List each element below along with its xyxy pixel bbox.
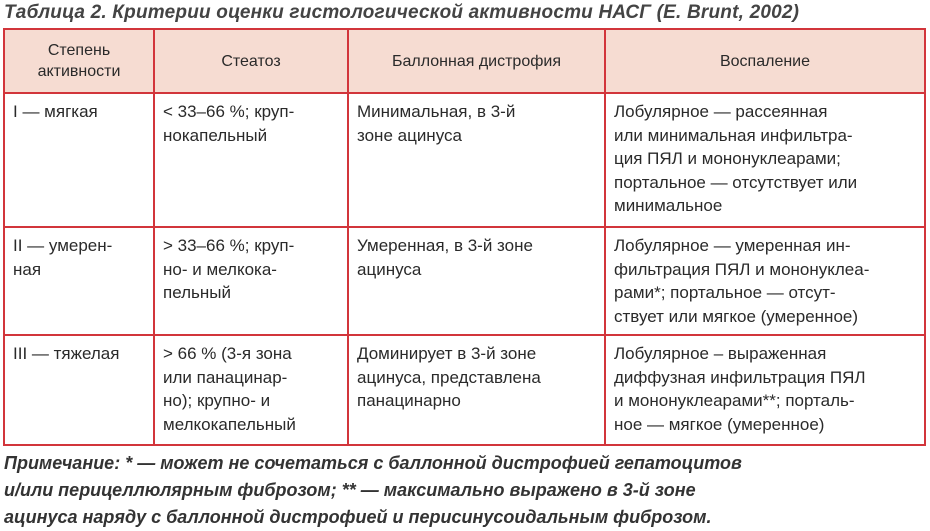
- cell-steatosis: > 66 % (3-я зона или панацинар- но); крупно- и мелкокапельный: [154, 335, 348, 445]
- cell-steatosis: > 33–66 %; круп- но- и мелкока- пельный: [154, 227, 348, 335]
- cell-steatosis: < 33–66 %; круп- нокапельный: [154, 93, 348, 227]
- cell-inflammation: Лобулярное — рассеянная или минимальная инфильтра- ция ПЯЛ и мононуклеарами; портальное — отсутствует или минимальное: [605, 93, 925, 227]
- cell-activity-degree: II — умерен- ная: [4, 227, 154, 335]
- cell-ballooning: Доминирует в 3-й зоне ацинуса, представлена панацинарно: [348, 335, 605, 445]
- header-activity-degree: Степень активности: [4, 29, 154, 93]
- header-steatosis: Стеатоз: [154, 29, 348, 93]
- table-title: Таблица 2. Критерии оценки гистологической активности НАСГ (E. Brunt, 2002): [4, 2, 800, 23]
- cell-inflammation: Лобулярное — умеренная ин- фильтрация ПЯЛ и мононуклеа- рами*; портальное — отсут- ствует или мягкое (умеренное): [605, 227, 925, 335]
- cell-ballooning: Минимальная, в 3-й зоне ацинуса: [348, 93, 605, 227]
- table-row: [4, 335, 925, 445]
- cell-activity-degree: I — мягкая: [4, 93, 154, 227]
- table-header-row: [4, 29, 925, 93]
- criteria-table: [3, 28, 926, 446]
- header-ballooning: Баллонная дистрофия: [348, 29, 605, 93]
- cell-ballooning: Умеренная, в 3-й зоне ацинуса: [348, 227, 605, 335]
- header-inflammation: Воспаление: [605, 29, 925, 93]
- table-footnote: Примечание: * — может не сочетаться с баллонной дистрофией гепатоцитов и/или перицеллюлярным фиброзом; ** — максимально выражено в 3-й зоне ацинуса наряду с баллонной дистрофией и перисинусоидальным фиброзом.: [4, 453, 742, 527]
- table-row: [4, 93, 925, 227]
- cell-activity-degree: III — тяжелая: [4, 335, 154, 445]
- cell-inflammation: Лобулярное – выраженная диффузная инфильтрация ПЯЛ и мононуклеарами**; порталь- ное — мягкое (умеренное): [605, 335, 925, 445]
- table-row: [4, 227, 925, 335]
